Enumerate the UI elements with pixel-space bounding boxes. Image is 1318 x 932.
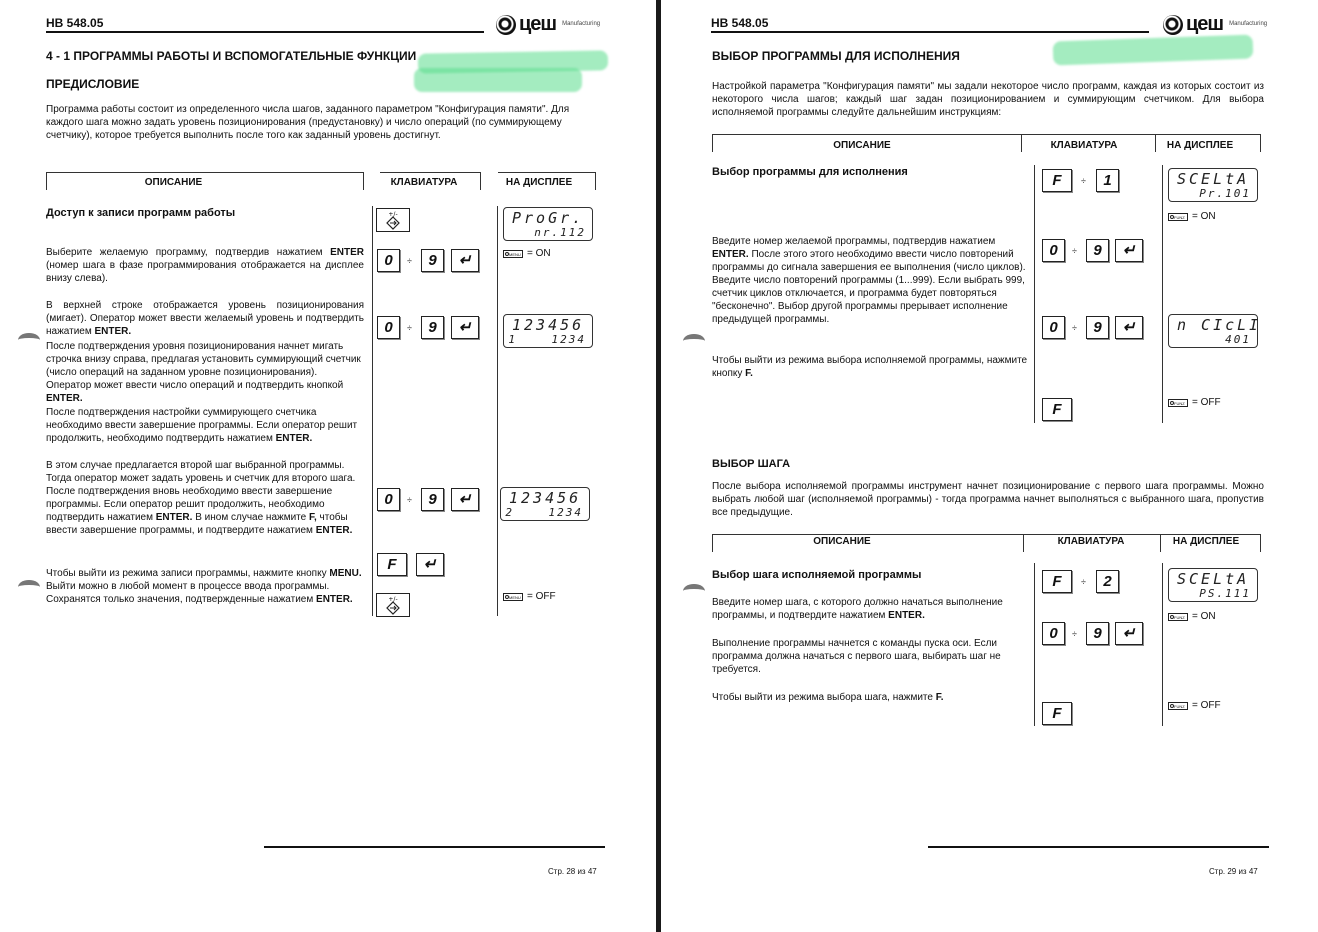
- header-display: НА ДИСПЛЕЕ: [505, 177, 573, 188]
- header-display: НА ДИСПЛЕЕ: [1172, 536, 1240, 547]
- header-description: ОПИСАНИЕ: [144, 177, 203, 188]
- funz-lamp-off: [1168, 397, 1221, 408]
- lcd-line-bottom: PS.111: [1199, 587, 1251, 600]
- bold-run: ENTER.: [712, 249, 749, 260]
- lcd-line-bottom: Pr.101: [1199, 187, 1251, 200]
- step-paragraph: [46, 340, 364, 405]
- lamp-icon: MENU: [503, 593, 523, 601]
- key-0[interactable]: 0: [1042, 622, 1065, 645]
- text-run: (номер шага в фазе программирования отображается на дисплее внизу слева).: [46, 260, 364, 284]
- svg-text:+/-: +/-: [388, 211, 398, 218]
- key-9[interactable]: 9: [421, 249, 444, 272]
- key-9[interactable]: 9: [1086, 316, 1109, 339]
- key-0[interactable]: 0: [377, 488, 400, 511]
- step-paragraph: Выполнение программы начнется с команды пуска оси. Если программа должна начаться с первого шага, выбирать шаг не требуется.: [712, 638, 1001, 675]
- step-paragraph: [712, 691, 1030, 704]
- funz-lamp-on: [1168, 611, 1216, 622]
- lamp-icon: FUNZ: [1168, 213, 1188, 221]
- enter-key[interactable]: ↵: [416, 553, 444, 576]
- step-paragraph: [712, 354, 1030, 380]
- key-f[interactable]: F: [1042, 702, 1072, 725]
- range-sign: ÷: [407, 323, 412, 333]
- scan-thumb-mark: [683, 334, 705, 348]
- range-sign: ÷: [1081, 577, 1086, 587]
- step-paragraph: [46, 246, 364, 285]
- header-description: ОПИСАНИЕ: [813, 536, 871, 547]
- bold-run: ENTER.: [94, 326, 132, 337]
- logo-swirl-icon: [496, 15, 516, 35]
- enter-key[interactable]: ↵: [451, 316, 479, 339]
- enter-key[interactable]: ↵: [1115, 316, 1143, 339]
- funz-lamp-on: [1168, 211, 1216, 222]
- header-keyboard: КЛАВИАТУРА: [390, 177, 458, 188]
- column-divider: [1034, 563, 1035, 726]
- text-run: После подтверждения настройки суммирующего счетчика необходимо ввести завершение программы. Если оператор решит продолжить, необходимо подтвердить нажатием: [46, 407, 358, 444]
- logo-tagline: Manufacturing: [562, 21, 601, 27]
- text-run: Выйти можно в любой момент в процессе ввода программы. Сохранятся только значения, подтвержденные нажатием: [46, 581, 330, 605]
- column-divider: [372, 206, 373, 616]
- lcd-display: [503, 207, 593, 241]
- key-9[interactable]: 9: [1086, 622, 1109, 645]
- text-run: В ином случае нажмите: [192, 512, 309, 523]
- bold-run: ENTER.: [155, 512, 193, 523]
- lamp-icon: MENU: [503, 250, 523, 258]
- bold-run: ENTER.: [46, 393, 83, 404]
- header-rule: [46, 31, 484, 33]
- lamp-icon: FUNZ: [1168, 399, 1188, 407]
- text-run: После подтверждения уровня позиционирования начнет мигать строчка внизу справа, предлагая установить суммирующий счетчик (число операций на заданном уровне позиционирования). Оператор может ввести число операций и подтвердить кнопкой: [46, 341, 361, 391]
- key-9[interactable]: 9: [421, 488, 444, 511]
- section-title: ВЫБОР ШАГА: [712, 458, 791, 470]
- header-description: ОПИСАНИЕ: [833, 140, 891, 151]
- enter-key[interactable]: ↵: [1115, 239, 1143, 262]
- company-logo: [1163, 13, 1267, 36]
- text-run: После этого этого необходимо ввести число повторений программы до сигнала завершения ее выполнения (число циклов). Введите число повторений программы (1...999). Если выбрать 999, счетчик циклов отключается, и программа будет повторяться "бесконечно". Выбор другой программы прерывает исполнение предыдущей программы.: [712, 249, 1026, 325]
- intro-paragraph: Настройкой параметра "Конфигурация памяти" мы задали некоторое число программ, каждая из которых состоит из некоторого числа шагов; каждый шаг задан позиционированием и суммирующим счетчиком. Для выбора исполняемой программы следуйте дальнейшим инструкциям:: [712, 81, 1264, 118]
- bold-run: MENU.: [329, 568, 362, 579]
- key-f[interactable]: F: [1042, 169, 1072, 192]
- footer-rule: [264, 846, 605, 848]
- page-number: Стр. 29 из 47: [1209, 867, 1258, 876]
- lamp-state: = OFF: [1192, 397, 1221, 408]
- menu-key-icon: [377, 594, 409, 616]
- step-paragraph: [46, 406, 364, 445]
- key-0[interactable]: 0: [377, 249, 400, 272]
- enter-key[interactable]: ↵: [451, 488, 479, 511]
- text-run: Чтобы выйти из режима выбора исполняемой программы, нажмите кнопку: [712, 355, 1028, 379]
- lamp-state: = OFF: [1192, 700, 1221, 711]
- bold-run: ENTER: [330, 247, 364, 258]
- enter-key[interactable]: ↵: [1115, 622, 1143, 645]
- lcd-display: [503, 314, 593, 348]
- header-display: НА ДИСПЛЕЕ: [1166, 140, 1234, 151]
- svg-text:+/-: +/-: [388, 596, 398, 603]
- bold-run: F,: [308, 512, 317, 523]
- header-keyboard: КЛАВИАТУРА: [1057, 536, 1125, 547]
- bold-run: ENTER.: [316, 594, 353, 605]
- lcd-line-bottom: 1 1234: [508, 333, 586, 346]
- text-run: В этом случае предлагается второй шаг выбранной программы. Тогда оператор может задать уровень и счетчик для второго шага. После подтверждения вновь необходимо ввести завершение программы. Если оператор решит продолжить, необходимо подтвердить нажатием: [46, 460, 356, 523]
- right-page: [661, 0, 1318, 932]
- scan-thumb-mark: [18, 333, 40, 347]
- lcd-display: [500, 487, 590, 521]
- column-divider: [497, 206, 498, 616]
- lcd-line-top: n CIcLI: [1177, 316, 1262, 334]
- menu-key[interactable]: [376, 208, 410, 232]
- range-sign: ÷: [1081, 176, 1086, 186]
- enter-key[interactable]: ↵: [451, 249, 479, 272]
- bold-run: F.: [935, 692, 944, 703]
- lcd-line-bottom: 2 1234: [505, 506, 583, 519]
- step-intro: После выбора исполняемой программы инструмент начнет позиционирование с первого шага программы. Можно выбрать любой шаг (исполняемой программы) - тогда программа начнет выполняться с выбранного шага, пропустив все предыдущие.: [712, 481, 1264, 518]
- section-title: Доступ к записи программ работы: [46, 207, 236, 219]
- key-9[interactable]: 9: [421, 316, 444, 339]
- text-run: Введите номер желаемой программы, подтвердив нажатием: [712, 236, 996, 247]
- text-run: Введите номер шага, с которого должно начаться выполнение программы, и подтвердите нажатием: [712, 597, 1003, 621]
- step-paragraph: [712, 235, 1030, 326]
- range-sign: ÷: [407, 256, 412, 266]
- lamp-state: = OFF: [527, 591, 556, 602]
- lamp-state: = ON: [1192, 611, 1216, 622]
- bold-run: ENTER.: [275, 433, 313, 444]
- step-paragraph: [46, 567, 364, 606]
- funz-lamp-off: [1168, 700, 1221, 711]
- page-title: 4 - 1 ПРОГРАММЫ РАБОТЫ И ВСПОМОГАТЕЛЬНЫЕ ФУНКЦИИ: [46, 49, 417, 63]
- lcd-line-top: 123456: [509, 489, 582, 507]
- column-divider: [1162, 165, 1163, 423]
- company-logo: [496, 13, 600, 36]
- lcd-display: [1168, 168, 1258, 202]
- key-f[interactable]: F: [377, 553, 407, 576]
- lcd-line-bottom: 401: [1225, 333, 1251, 346]
- menu-lamp-off: [503, 591, 556, 602]
- text-run: чтобы ввести завершение программы, и подтвердите нажатием: [46, 512, 348, 536]
- bold-run: ENTER.: [315, 525, 353, 536]
- key-f[interactable]: F: [1042, 398, 1072, 421]
- lamp-icon: FUNZ: [1168, 702, 1188, 710]
- intro-paragraph: Программа работы состоит из определенного числа шагов, заданного параметром "Конфигурация памяти". Для каждого шага можно задать уровень позиционирования (предустановку) и число операций (по суммирующему счетчику), которое требуется выполнить после того как заданный уровень достигнут.: [46, 104, 570, 141]
- footer-rule: [928, 846, 1269, 848]
- highlight-mark: [1053, 35, 1254, 66]
- page-title: ВЫБОР ПРОГРАММЫ ДЛЯ ИСПОЛНЕНИЯ: [712, 49, 960, 63]
- lcd-line-top: SCELtA: [1177, 570, 1250, 588]
- range-sign: ÷: [407, 495, 412, 505]
- range-sign: ÷: [1072, 246, 1077, 256]
- column-divider: [1034, 165, 1035, 423]
- key-9[interactable]: 9: [1086, 239, 1109, 262]
- scan-thumb-mark: [683, 584, 705, 598]
- logo-text: цеш: [1186, 13, 1224, 35]
- menu-key[interactable]: [376, 593, 410, 617]
- lcd-line-bottom: nr.112: [534, 226, 586, 239]
- lcd-display: [1168, 568, 1258, 602]
- section-title: Выбор шага исполняемой программы: [712, 569, 922, 581]
- step-paragraph: [46, 299, 364, 338]
- logo-swirl-icon: [1163, 15, 1183, 35]
- scan-thumb-mark: [18, 580, 40, 594]
- range-sign: ÷: [1072, 629, 1077, 639]
- key-1[interactable]: 1: [1096, 169, 1119, 192]
- key-0[interactable]: 0: [377, 316, 400, 339]
- text-run: Чтобы выйти из режима выбора шага, нажмите: [712, 692, 936, 703]
- range-sign: ÷: [1072, 323, 1077, 333]
- key-2[interactable]: 2: [1096, 570, 1119, 593]
- lcd-line-top: ProGr.: [512, 209, 585, 227]
- lamp-icon: FUNZ: [1168, 613, 1188, 621]
- column-divider: [1162, 563, 1163, 726]
- lcd-line-top: 123456: [512, 316, 585, 334]
- header-keyboard: КЛАВИАТУРА: [1050, 140, 1118, 151]
- lamp-state: = ON: [1192, 211, 1216, 222]
- logo-text: цеш: [519, 13, 557, 35]
- lcd-display: [1168, 314, 1262, 348]
- menu-lamp-on: [503, 248, 551, 259]
- step-paragraph: [712, 596, 1030, 622]
- key-f[interactable]: F: [1042, 570, 1072, 593]
- key-0[interactable]: 0: [1042, 316, 1065, 339]
- page-number: Стр. 28 из 47: [548, 867, 597, 876]
- bold-run: F.: [745, 368, 753, 379]
- doc-id: HB 548.05: [711, 16, 769, 30]
- logo-tagline: Manufacturing: [1229, 21, 1268, 27]
- section-subtitle: ПРЕДИСЛОВИЕ: [46, 77, 140, 91]
- header-rule: [711, 31, 1149, 33]
- highlight-mark: [414, 68, 582, 92]
- menu-key-icon: [377, 209, 409, 231]
- step-paragraph: [46, 459, 364, 537]
- key-0[interactable]: 0: [1042, 239, 1065, 262]
- text-run: Чтобы выйти из режима записи программы, нажмите кнопку: [46, 568, 330, 579]
- lcd-line-top: SCELtA: [1177, 170, 1250, 188]
- text-run: Выберите желаемую программу, подтвердив нажатием: [46, 247, 331, 258]
- lamp-state: = ON: [527, 248, 551, 259]
- doc-id: HB 548.05: [46, 16, 104, 30]
- text-run: В верхней строке отображается уровень позиционирования (мигает). Оператор может ввести желаемый уровень и подтвердить нажатием: [46, 300, 364, 337]
- left-page: [0, 0, 656, 932]
- section-title: Выбор программы для исполнения: [712, 166, 908, 178]
- bold-run: ENTER.: [888, 610, 925, 621]
